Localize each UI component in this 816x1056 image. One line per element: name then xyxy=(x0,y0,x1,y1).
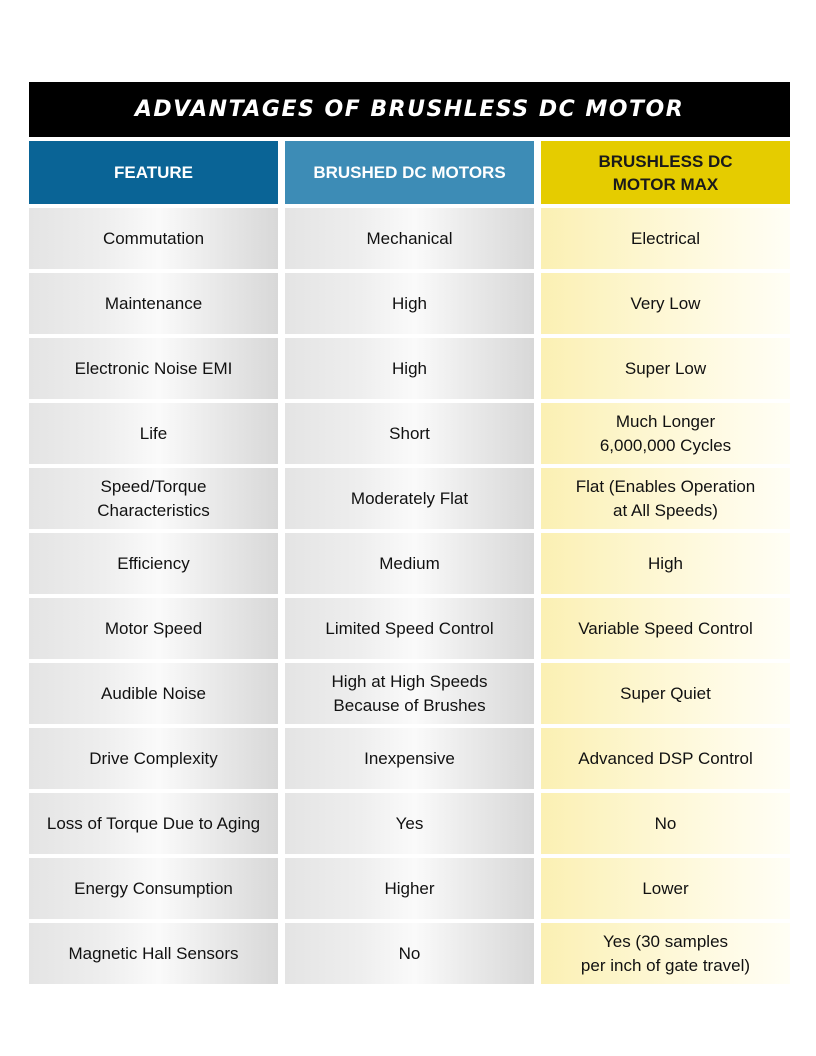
feature-cell: Speed/Torque Characteristics xyxy=(29,468,278,529)
feature-cell: Efficiency xyxy=(29,533,278,594)
brushed-cell: Inexpensive xyxy=(285,728,534,789)
feature-cell: Magnetic Hall Sensors xyxy=(29,923,278,984)
title-bar xyxy=(29,82,790,137)
brushless-cell: Flat (Enables Operation at All Speeds) xyxy=(541,468,790,529)
feature-cell: Energy Consumption xyxy=(29,858,278,919)
feature-cell: Electronic Noise EMI xyxy=(29,338,278,399)
brushed-cell: High at High Speeds Because of Brushes xyxy=(285,663,534,724)
brushless-cell: Variable Speed Control xyxy=(541,598,790,659)
brushed-cell: Medium xyxy=(285,533,534,594)
brushless-cell: Super Low xyxy=(541,338,790,399)
brushless-cell: High xyxy=(541,533,790,594)
brushless-cell: Very Low xyxy=(541,273,790,334)
feature-cell: Motor Speed xyxy=(29,598,278,659)
feature-cell: Audible Noise xyxy=(29,663,278,724)
brushed-cell: Yes xyxy=(285,793,534,854)
brushless-cell: Super Quiet xyxy=(541,663,790,724)
brushed-cell: Mechanical xyxy=(285,208,534,269)
feature-cell: Life xyxy=(29,403,278,464)
table-title: ADVANTAGES OF BRUSHLESS DC MOTOR xyxy=(134,97,685,122)
brushed-cell: High xyxy=(285,273,534,334)
header-feature: FEATURE xyxy=(29,141,278,204)
brushed-cell: Short xyxy=(285,403,534,464)
comparison-table xyxy=(29,82,790,984)
brushless-cell: Electrical xyxy=(541,208,790,269)
brushless-cell: Lower xyxy=(541,858,790,919)
feature-cell: Drive Complexity xyxy=(29,728,278,789)
feature-cell: Commutation xyxy=(29,208,278,269)
brushless-cell: Yes (30 samples per inch of gate travel) xyxy=(541,923,790,984)
brushless-cell: Advanced DSP Control xyxy=(541,728,790,789)
header-brushed-dc-motors: BRUSHED DC MOTORS xyxy=(285,141,534,204)
brushless-cell: Much Longer 6,000,000 Cycles xyxy=(541,403,790,464)
brushed-cell: Higher xyxy=(285,858,534,919)
header-brushless-dc-motor-max: BRUSHLESS DC MOTOR MAX xyxy=(541,141,790,204)
feature-cell: Loss of Torque Due to Aging xyxy=(29,793,278,854)
comparison-grid xyxy=(29,141,790,984)
brushless-cell: No xyxy=(541,793,790,854)
feature-cell: Maintenance xyxy=(29,273,278,334)
brushed-cell: No xyxy=(285,923,534,984)
brushed-cell: High xyxy=(285,338,534,399)
brushed-cell: Limited Speed Control xyxy=(285,598,534,659)
brushed-cell: Moderately Flat xyxy=(285,468,534,529)
